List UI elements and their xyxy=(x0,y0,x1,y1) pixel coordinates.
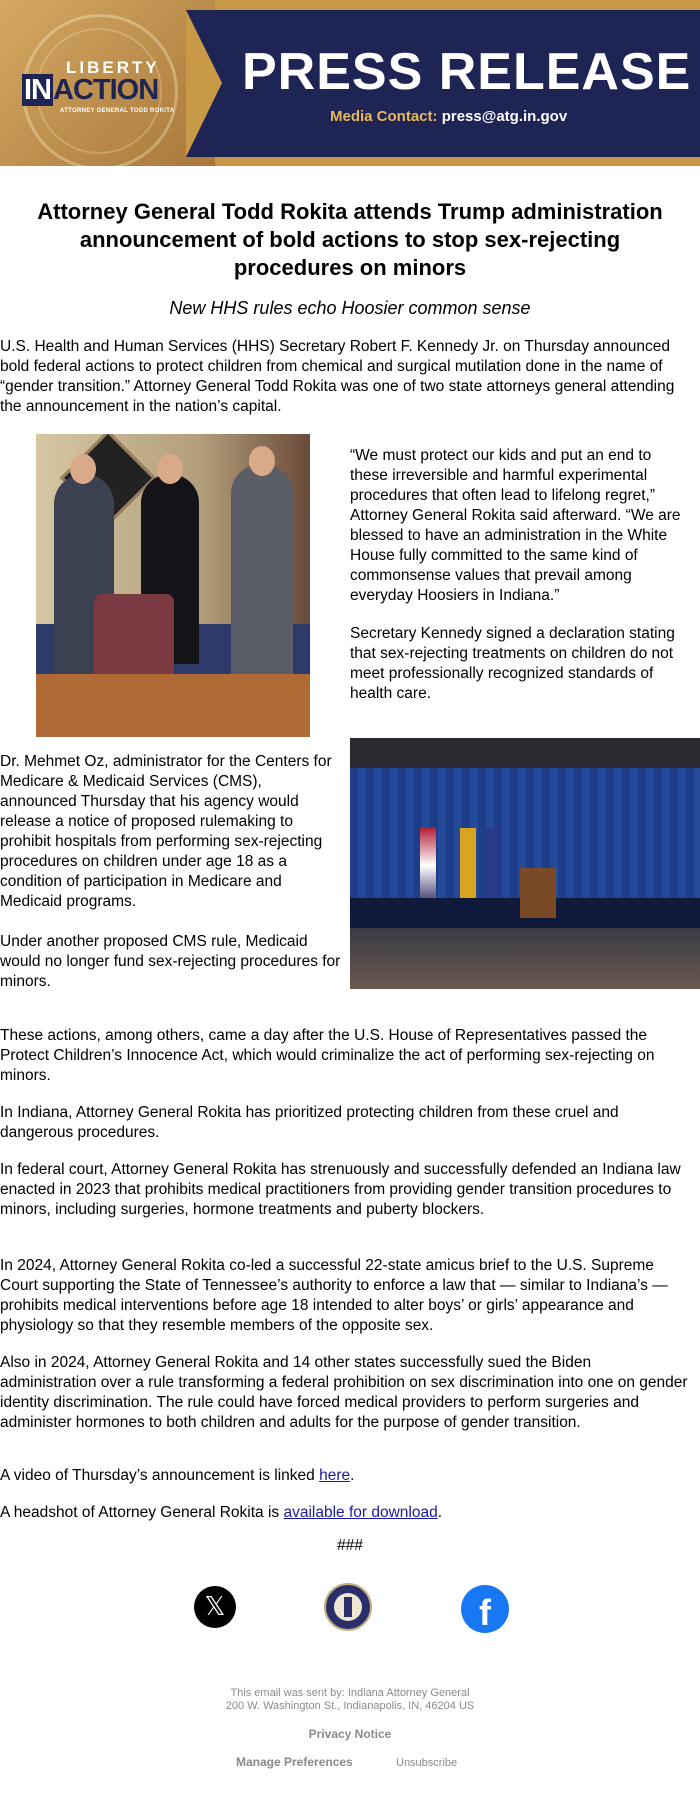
headline-line-3: procedures on minors xyxy=(233,255,467,280)
photo-audience xyxy=(350,928,700,989)
house-paragraph: These actions, among others, came a day after the U.S. House of Representatives passed the Protect Children’s Innocence Act, which would criminalize the act of performing sex-rejecting on minors. xyxy=(0,1027,655,1084)
media-contact-email: press@atg.in.gov xyxy=(441,108,568,125)
unsubscribe-link[interactable]: Unsubscribe xyxy=(396,1757,458,1769)
headline-line-2: announcement of bold actions to stop sex-rejecting xyxy=(79,227,621,252)
headshot-download-link[interactable]: available for download xyxy=(283,1504,438,1521)
quote-paragraph: “We must protect our kids and put an end to these irreversible and harmful experimental procedures that often lead to lifelong regret,” Attorney General Rokita said afterward. “We are blessed to have an administration in the White House fully committed to the same kind of commonsense values that prevail among everyday Hoosiers in Indiana.” xyxy=(350,447,681,604)
logo-inaction xyxy=(22,74,158,107)
headshot-paragraph xyxy=(0,1503,690,1523)
manage-preferences-link[interactable]: Manage Preferences xyxy=(236,1755,353,1769)
biden-paragraph: Also in 2024, Attorney General Rokita and 14 other states successfully sued the Biden administration over a rule transforming a federal prohibition on sex discrimination into one on gender identity discrimination. The rule could have forced medical providers to perform surgeries and administer hormones to both children and adults for the purpose of gender transition. xyxy=(0,1354,688,1431)
privacy-notice-link[interactable]: Privacy Notice xyxy=(308,1727,392,1741)
logo-liberty: LIBERTY xyxy=(66,58,160,77)
photo-flag-gold xyxy=(460,828,476,903)
video-link[interactable]: here xyxy=(319,1467,351,1484)
photo-person-3-head xyxy=(249,446,275,476)
photo-flag-blue xyxy=(485,828,501,903)
footer-address: 200 W. Washington St., Indianapolis, IN, 46204 US xyxy=(225,1700,475,1712)
media-contact-label: Media Contact: xyxy=(330,108,438,125)
facebook-icon[interactable]: f xyxy=(461,1585,509,1633)
seal-icon-figure xyxy=(344,1597,352,1617)
announcement-photo xyxy=(350,738,700,989)
media-contact xyxy=(330,108,567,125)
cms-paragraph: Under another proposed CMS rule, Medicaid would no longer fund sex-rejecting procedures for minors. xyxy=(0,933,341,990)
photo-table xyxy=(36,674,310,737)
oz-paragraph: Dr. Mehmet Oz, administrator for the Centers for Medicare & Medicaid Services (CMS), announced Thursday that his agency would release a notice of proposed rulemaking to prohibit hospitals from performing sex-rejecting procedures on children under age 18 as a condition of participation in Medicare and Medicaid programs. xyxy=(0,753,332,910)
article-headline xyxy=(0,198,700,282)
press-release-banner xyxy=(0,0,700,166)
photo-person-3 xyxy=(231,464,293,694)
article-subhead: New HHS rules echo Hoosier common sense xyxy=(169,298,531,318)
end-marker: ### xyxy=(337,1537,363,1554)
x-icon[interactable]: 𝕏 xyxy=(194,1586,236,1628)
logo-action: ACTION xyxy=(53,74,159,106)
headline-line-1: Attorney General Todd Rokita attends Trump administration xyxy=(37,199,663,224)
indiana-paragraph: In Indiana, Attorney General Rokita has prioritized protecting children from these cruel and dangerous procedures. xyxy=(0,1104,619,1141)
headshot-text: A headshot of Attorney General Rokita is xyxy=(0,1504,284,1521)
kennedy-paragraph: Secretary Kennedy signed a declaration stating that sex-rejecting treatments on children do not meet professionally recognized standards of health care. xyxy=(350,625,675,702)
photo-person-1-head xyxy=(70,454,96,484)
seal-icon[interactable] xyxy=(324,1583,372,1631)
footer-sent-by: This email was sent by: Indiana Attorney General xyxy=(230,1687,470,1699)
amicus-paragraph: In 2024, Attorney General Rokita co-led a successful 22-state amicus brief to the U.S. Supreme Court supporting the State of Tennessee’s authority to enforce a law that — similar to Indiana’s — prohibits medical interventions before age 18 intended to alter boys’ or girls’ appearance and physiology so that they resemble members of the opposite sex. xyxy=(0,1257,668,1334)
logo-subtitle: ATTORNEY GENERAL TODD ROKITA xyxy=(60,108,175,114)
intro-paragraph: U.S. Health and Human Services (HHS) Secretary Robert F. Kennedy Jr. on Thursday announced bold federal actions to protect children from chemical and surgical mutilation done in the name of “gender transition.” Attorney General Todd Rokita was one of two state attorneys general attending the announcement in the nation’s capital. xyxy=(0,338,675,415)
video-end: . xyxy=(350,1467,355,1484)
banner-chevron xyxy=(186,10,222,157)
press-release-title: PRESS RELEASE xyxy=(242,43,692,101)
video-paragraph xyxy=(0,1466,690,1486)
headshot-end: . xyxy=(437,1504,443,1521)
video-text: A video of Thursday’s announcement is linked xyxy=(0,1467,320,1484)
meeting-photo xyxy=(36,434,310,737)
logo-in: IN xyxy=(24,74,51,106)
photo-flag-us xyxy=(420,828,436,903)
photo-podium xyxy=(520,868,556,918)
federal-court-paragraph: In federal court, Attorney General Rokita has strenuously and successfully defended an Indiana law enacted in 2023 that prohibits medical practitioners from providing gender transition procedures to minors, including surgeries, hormone treatments and puberty blockers. xyxy=(0,1161,681,1218)
photo-person-2-head xyxy=(157,454,183,484)
